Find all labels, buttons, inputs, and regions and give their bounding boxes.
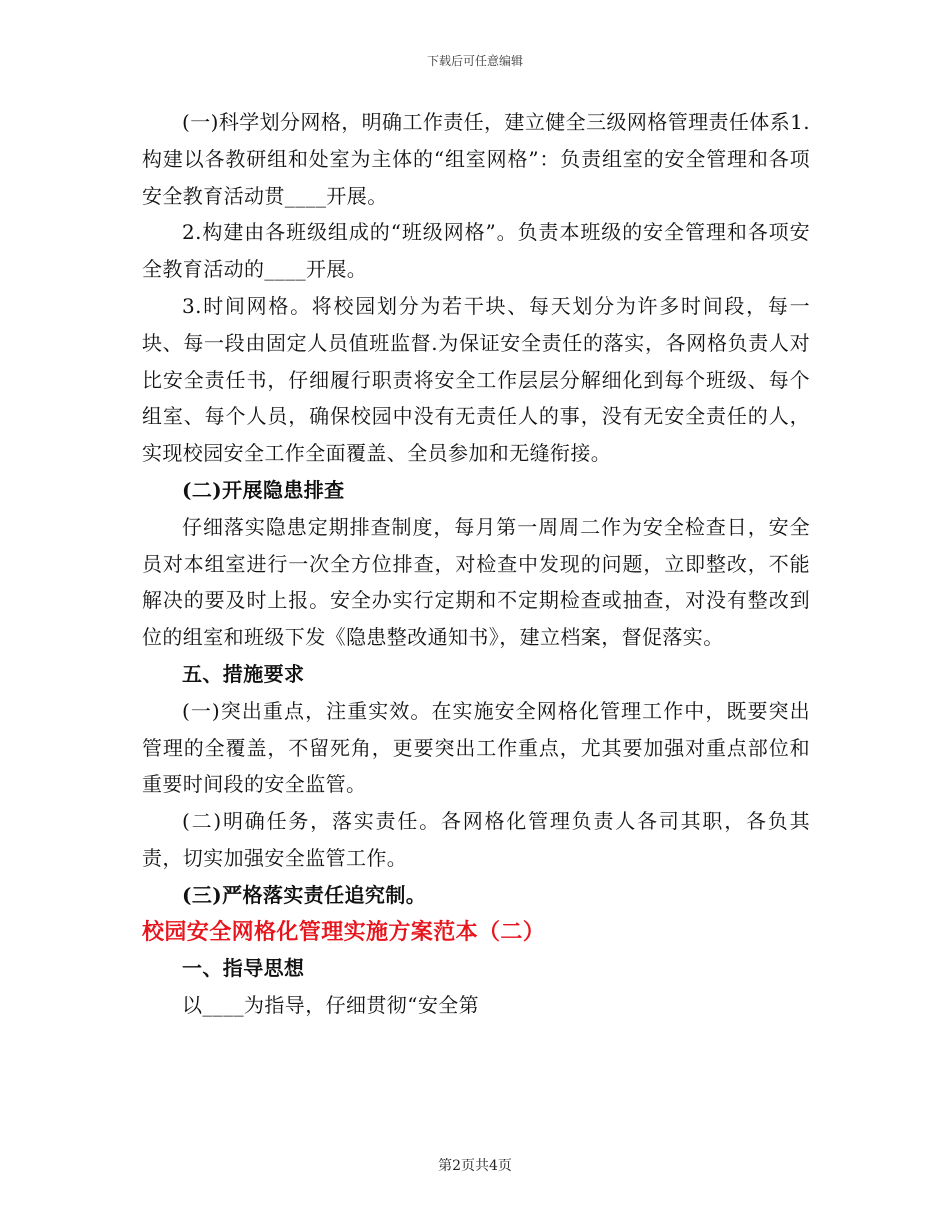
- paragraph-clarify-tasks: (二)明确任务，落实责任。各网格化管理负责人各司其职，各负其责，切实加强安全监管工作。: [142, 809, 810, 870]
- paragraph-focus-priorities: (一)突出重点，注重实效。在实施安全网格化管理工作中，既要突出管理的全覆盖，不留死角，更要突出工作重点，尤其要加强对重点部位和重要时间段的安全监管。: [142, 698, 810, 797]
- page-number: 第2页共4页: [438, 1158, 512, 1174]
- paragraph-hazard-inspection: 仔细落实隐患定期排查制度，每月第一周周二作为安全检查日，安全员对本组室进行一次全方位排查，对检查中发现的问题，立即整改，不能解决的要及时上报。安全办实行定期和不定期检查或抽查，对没有整改到位的组室和班级下发《隐患整改通知书》，建立档案，督促落实。: [142, 514, 810, 650]
- paragraph-guiding-ideology: 以____为指导，仔细贯彻“安全第: [182, 993, 480, 1018]
- page-header: 下载后可任意编辑: [426, 54, 523, 68]
- paragraph-class-grid: 2.构建由各班级组成的“班级网格”。负责本班级的安全管理和各项安全教育活动的____开展。: [142, 220, 810, 282]
- heading-hazard-inspection: (二)开展隐患排查: [182, 477, 345, 502]
- paragraph-grid-division: (一)科学划分网格，明确工作责任，建立健全三级网格管理责任体系1.构建以各教研组和处室为主体的“组室网格”：负责组室的安全管理和各项安全教育活动贯____开展。: [142, 110, 810, 208]
- document-body: [142, 104, 810, 1024]
- section-title-red: 校园安全网格化管理实施方案范本（二）: [142, 918, 546, 945]
- heading-accountability: (三)严格落实责任追究制。: [182, 882, 427, 907]
- heading-measures: 五、措施要求: [182, 661, 305, 686]
- heading-guiding-ideology: 一、指导思想: [182, 956, 305, 981]
- paragraph-time-grid: 3.时间网格。将校园划分为若干块、每天划分为许多时间段，每一块、每一段由固定人员值班监督.为保证安全责任的落实，各网格负责人对比安全责任书，仔细履行职责将安全工作层层分解细化到每个班级、每个组室、每个人员，确保校园中没有无责任人的事，没有无安全责任的人，实现校园安全工作全面覆盖、全员参加和无缝衔接。: [142, 293, 810, 466]
